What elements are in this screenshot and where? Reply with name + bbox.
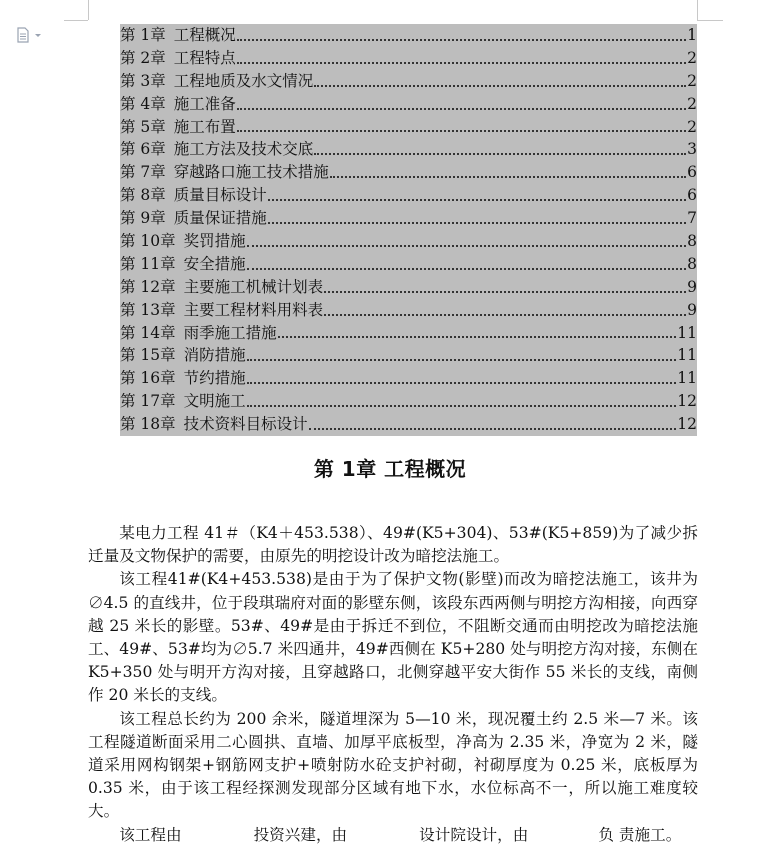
- toc-entry[interactable]: [120, 47, 697, 70]
- table-of-contents: [120, 24, 697, 436]
- toc-leader-dots: [324, 290, 686, 293]
- body-text: [88, 522, 698, 847]
- toc-leader-dots: [237, 38, 686, 41]
- toc-entry-title: 施工布置: [173, 117, 236, 136]
- toc-entry-title: 施工方法及技术交底: [173, 140, 314, 159]
- toc-entry[interactable]: [120, 413, 697, 436]
- paragraph: 该工程总长约为 200 余米，隧道埋深为 5—10 米，现况覆土约 2.5 米—7 米。该工程隧道断面采用二心圆拱、直墙、加厚平底板型，净高为 2.35 米，净宽为 2 米，隧道采用网构钢架+钢筋网支护+喷射防水砼支护衬砌，衬砌厚度为 0.25 米，底板厚为 0.35 米，由于该工程经探测发现部分区域有地下水，水位标高不一，所以施工难度较大。: [88, 709, 698, 821]
- toc-entry[interactable]: [120, 276, 697, 299]
- toc-entry[interactable]: [120, 184, 697, 207]
- toc-entry-title: 工程概况: [173, 26, 236, 44]
- toc-entry-number: 第 15章: [120, 346, 176, 365]
- toc-entry[interactable]: [120, 367, 697, 390]
- toc-entry-number: 第 10章: [120, 232, 176, 251]
- toc-entry-number: 第 11章: [120, 254, 176, 273]
- paragraph: [88, 824, 698, 847]
- toc-leader-dots: [314, 84, 686, 87]
- toc-entry-page: 8: [687, 232, 697, 251]
- toc-entry-title: 雨季施工措施: [183, 323, 277, 342]
- toc-leader-dots: [278, 335, 677, 338]
- toc-entry-number: 第 3章: [120, 71, 166, 90]
- toc-entry-page: 2: [687, 48, 697, 67]
- paragraph: 该工程41#(K4+453.538)是由于为了保护文物(影壁)而改为暗挖法施工，该井为∅4.5 的直线井，位于段琪瑞府对面的影壁东侧，该段东西两侧与明挖方沟相接，向西穿越 25 米长的影壁。53#、49#是由于拆迁不到位，不阻断交通而由明挖改为暗挖法施工、49#、53#均为∅5.7 米四通井，49#西侧在 K5+280 处与明挖方沟对接，东侧在 K5+350 处与明开方沟对接，且穿越路口，北侧穿越平安大街作 55 米长的支线，南侧作 20 米长的支线。: [88, 570, 698, 705]
- toc-entry-number: 第 13章: [120, 300, 176, 319]
- toc-entry-page: 2: [687, 117, 697, 136]
- toc-leader-dots: [247, 244, 686, 247]
- toc-entry[interactable]: [120, 70, 697, 93]
- chapter-heading: 第 1章 工程概况: [313, 457, 467, 481]
- toc-entry-number: 第 5章: [120, 117, 166, 136]
- paragraph-fragment: 责施工。: [618, 825, 682, 844]
- toc-entry[interactable]: [120, 93, 697, 116]
- toc-entry-title: 技术资料目标设计: [183, 415, 308, 434]
- toc-entry-title: 安全措施: [183, 254, 246, 273]
- toc-entry[interactable]: [120, 161, 697, 184]
- toc-entry-page: 2: [687, 71, 697, 90]
- toc-entry-number: 第 12章: [120, 277, 176, 296]
- toc-leader-dots: [247, 358, 677, 361]
- toc-entry-number: 第 6章: [120, 140, 166, 159]
- toc-entry-page: 3: [687, 140, 697, 159]
- toc-entry-number: 第 8章: [120, 186, 166, 205]
- toc-leader-dots: [268, 198, 686, 201]
- toc-entry[interactable]: [120, 230, 697, 253]
- toc-leader-dots: [237, 107, 686, 110]
- toc-entry-title: 质量目标设计: [173, 186, 267, 205]
- paragraph-fragment: 投资兴建，由: [253, 825, 348, 844]
- toc-entry-page: 7: [687, 209, 697, 228]
- toc-entry-title: 奖罚措施: [183, 232, 246, 251]
- toc-entry-title: 节约措施: [183, 369, 246, 388]
- toc-entry-page: 1: [687, 26, 697, 44]
- toc-entry-title: 工程地质及水文情况: [173, 71, 314, 90]
- toc-entry[interactable]: [120, 299, 697, 322]
- toc-entry-number: 第 2章: [120, 48, 166, 67]
- toc-entry-page: 9: [687, 300, 697, 319]
- toc-leader-dots: [247, 381, 677, 384]
- toc-entry-title: 工程特点: [173, 48, 236, 67]
- toc-entry-number: 第 4章: [120, 94, 166, 113]
- toc-entry[interactable]: [120, 344, 697, 367]
- toc-leader-dots: [314, 152, 686, 155]
- toc-entry-title: 文明施工: [183, 392, 246, 411]
- toc-entry-page: 11: [677, 346, 697, 365]
- toc-entry[interactable]: [120, 322, 697, 345]
- page-corner-mark: [697, 20, 723, 21]
- toc-entry-title: 主要施工机械计划表: [183, 277, 324, 296]
- toc-entry-title: 主要工程材料用料表: [183, 300, 324, 319]
- toc-entry-page: 11: [677, 369, 697, 388]
- toc-entry-page: 9: [687, 277, 697, 296]
- page-corner-mark: [88, 0, 89, 20]
- toc-entry-number: 第 7章: [120, 163, 166, 182]
- toc-entry-page: 6: [687, 163, 697, 182]
- toc-entry[interactable]: [120, 253, 697, 276]
- toc-leader-dots: [330, 175, 686, 178]
- paragraph: 某电力工程 41＃（K4＋453.538）、49#(K5+304)、53#(K5+859)为了减少拆迁量及文物保护的需要，由原先的明挖设计改为暗挖法施工。: [88, 524, 698, 566]
- toc-entry[interactable]: [120, 116, 697, 139]
- page-corner-mark: [697, 0, 698, 20]
- toc-entry-page: 8: [687, 254, 697, 273]
- toc-leader-dots: [309, 427, 677, 430]
- toc-entry[interactable]: [120, 24, 697, 47]
- toc-leader-dots: [237, 61, 686, 64]
- toc-entry-page: 2: [687, 94, 697, 113]
- toc-entry[interactable]: [120, 207, 697, 230]
- toc-leader-dots: [247, 267, 686, 270]
- toc-entry-title: 质量保证措施: [173, 209, 267, 228]
- paragraph-fragment: 该工程由: [119, 825, 182, 844]
- paragraph-fragment: 负: [598, 825, 614, 844]
- toc-leader-dots: [247, 404, 677, 407]
- page-corner-mark: [64, 20, 88, 21]
- toc-entry-title: 施工准备: [173, 94, 236, 113]
- toc-entry-number: 第 16章: [120, 369, 176, 388]
- toc-entry-page: 11: [677, 323, 697, 342]
- toc-entry-page: 6: [687, 186, 697, 205]
- toc-entry[interactable]: [120, 138, 697, 161]
- toc-entry-number: 第 9章: [120, 209, 166, 228]
- toc-entry-number: 第 18章: [120, 415, 176, 434]
- toc-leader-dots: [324, 313, 686, 316]
- toc-entry-page: 12: [677, 415, 697, 434]
- toc-leader-dots: [237, 129, 686, 132]
- toc-leader-dots: [268, 221, 686, 224]
- toc-entry-page: 12: [677, 392, 697, 411]
- toc-entry-title: 穿越路口施工技术措施: [173, 163, 329, 182]
- paragraph-fragment: 设计院设计，由: [419, 825, 529, 844]
- toc-entry-title: 消防措施: [183, 346, 246, 365]
- paste-options-icon[interactable]: [16, 27, 42, 43]
- toc-entry[interactable]: [120, 390, 697, 413]
- toc-entry-number: 第 1章: [120, 26, 166, 44]
- toc-entry-number: 第 17章: [120, 392, 176, 411]
- toc-entry-number: 第 14章: [120, 323, 176, 342]
